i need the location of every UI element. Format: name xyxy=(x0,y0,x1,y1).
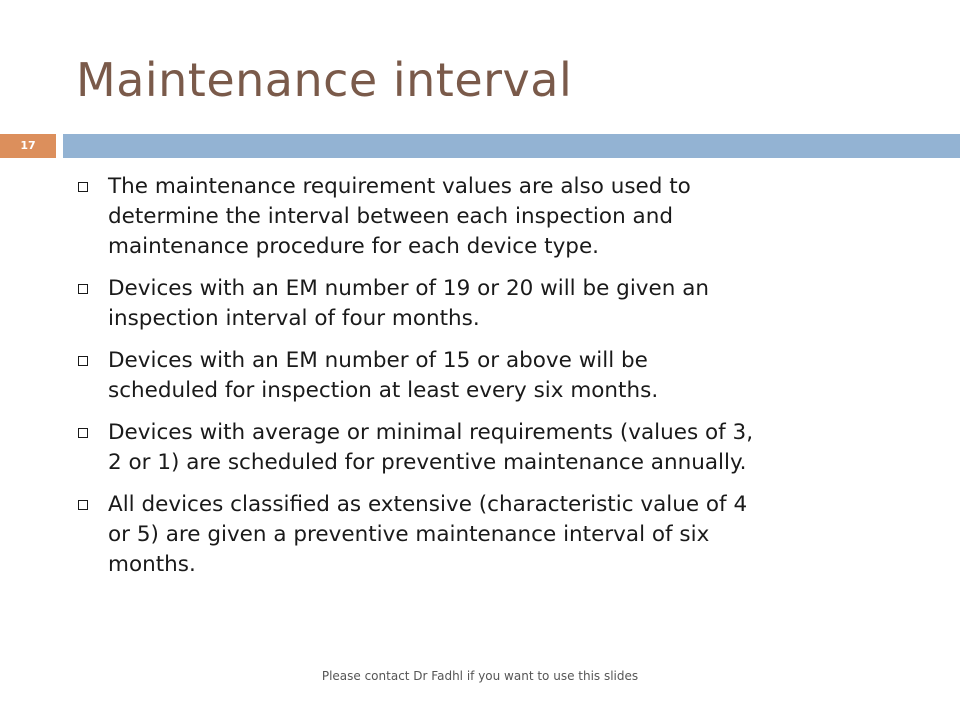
bullet-line: 2 or 1) are scheduled for preventive maintenance annually. xyxy=(108,450,747,475)
bullet-line: Devices with average or minimal requirements (values of 3, xyxy=(108,420,754,445)
square-bullet-icon xyxy=(78,428,88,438)
bullet-item xyxy=(76,418,906,478)
bullet-line: or 5) are given a preventive maintenance interval of six xyxy=(108,522,710,547)
bullet-line: determine the interval between each inspection and xyxy=(108,204,673,229)
bullet-line: All devices classified as extensive (characteristic value of 4 xyxy=(108,492,748,517)
bullet-line: Devices with an EM number of 19 or 20 will be given an xyxy=(108,276,710,301)
bullet-line: months. xyxy=(108,552,196,577)
bullet-item xyxy=(76,274,906,334)
header-bar xyxy=(0,134,960,158)
bullet-item xyxy=(76,172,906,262)
title-underline-bar xyxy=(63,134,960,158)
square-bullet-icon xyxy=(78,356,88,366)
bullet-item xyxy=(76,490,906,580)
bullet-line: inspection interval of four months. xyxy=(108,306,480,331)
page-number-badge: 17 xyxy=(0,134,56,158)
bullet-list xyxy=(76,172,906,592)
slide-title: Maintenance interval xyxy=(76,53,573,107)
square-bullet-icon xyxy=(78,500,88,510)
bullet-item xyxy=(76,346,906,406)
bullet-line: The maintenance requirement values are also used to xyxy=(108,174,691,199)
bullet-line: scheduled for inspection at least every six months. xyxy=(108,378,659,403)
bullet-line: Devices with an EM number of 15 or above will be xyxy=(108,348,648,373)
bullet-line: maintenance procedure for each device type. xyxy=(108,234,600,259)
square-bullet-icon xyxy=(78,182,88,192)
square-bullet-icon xyxy=(78,284,88,294)
footer-note: Please contact Dr Fadhl if you want to use this slides xyxy=(321,669,639,683)
